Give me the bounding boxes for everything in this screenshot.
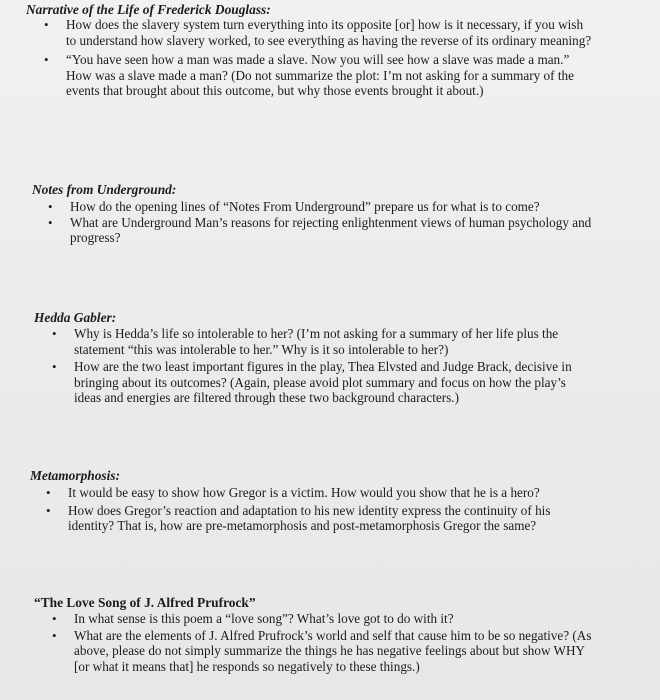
bullet-icon: • xyxy=(52,627,57,643)
question-item xyxy=(48,199,600,215)
section-title: Notes from Underground: xyxy=(32,182,177,197)
question-text: How does the slavery system turn everything into its opposite [or] how is it necessary, if you wish to understand how slavery worked, to see everything as having the reverse of its ordinary meaning? xyxy=(66,17,592,48)
question-text: How are the two least important figures in the play, Thea Elvsted and Judge Brack, decisive in bringing about its outcomes? (Again, please avoid plot summary and focus on how the play’s ideas and energies are filtered through these two background characters.) xyxy=(74,359,572,406)
question-text: What are Underground Man’s reasons for rejecting enlightenment views of human psychology and progress? xyxy=(70,214,592,246)
question-list xyxy=(46,485,588,534)
question-text: Why is Hedda’s life so intolerable to her? (I’m not asking for a summary of her life plus the statement “this was intolerable to her.” Why is it so intolerable to her?) xyxy=(74,326,559,357)
question-list xyxy=(52,611,594,674)
question-item xyxy=(52,611,594,627)
bullet-icon: • xyxy=(46,502,51,518)
question-item xyxy=(52,326,594,357)
bullet-icon: • xyxy=(52,359,57,375)
question-item xyxy=(46,502,588,534)
section-title: “The Love Song of J. Alfred Prufrock” xyxy=(34,595,256,610)
bullet-icon: • xyxy=(48,214,53,230)
section-title: Narrative of the Life of Frederick Douglass: xyxy=(26,2,271,17)
question-text: “You have seen how a man was made a slave. Now you will see how a slave was made a man.” How was a slave made a man? (Do not summarize the plot: I’m not asking for a summary of the events that brought about this outcome, but why those events brought it about.) xyxy=(66,52,574,99)
question-item xyxy=(52,359,594,406)
question-text: How do the opening lines of “Notes From Underground” prepare us for what is to come? xyxy=(70,199,540,214)
bullet-icon: • xyxy=(48,199,53,214)
question-item xyxy=(44,17,596,48)
question-item xyxy=(46,485,588,501)
section-title: Metamorphosis: xyxy=(30,468,121,483)
bullet-icon: • xyxy=(44,17,49,32)
question-list xyxy=(48,199,600,246)
bullet-icon: • xyxy=(52,326,57,341)
question-item xyxy=(48,214,600,246)
question-item xyxy=(44,52,596,99)
question-list xyxy=(52,326,594,406)
question-text: What are the elements of J. Alfred Prufrock’s world and self that cause him to be so negative? (As above, please do not simply summarize the things he has negative feelings about but show WHY [or what it means that] he responds so negatively to these things.) xyxy=(74,627,592,674)
question-text: How does Gregor’s reaction and adaptation to his new identity express the continuity of his identity? That is, how are pre-metamorphosis and post-metamorphosis Gregor the same? xyxy=(68,502,551,534)
question-list xyxy=(44,17,596,99)
question-item xyxy=(52,627,594,675)
section-title: Hedda Gabler: xyxy=(34,310,117,325)
bullet-icon: • xyxy=(46,485,51,500)
bullet-icon: • xyxy=(52,611,57,626)
question-text: It would be easy to show how Gregor is a victim. How would you show that he is a hero? xyxy=(68,485,540,500)
bullet-icon: • xyxy=(44,52,49,68)
question-text: In what sense is this poem a “love song”? What’s love got to do with it? xyxy=(74,611,454,626)
